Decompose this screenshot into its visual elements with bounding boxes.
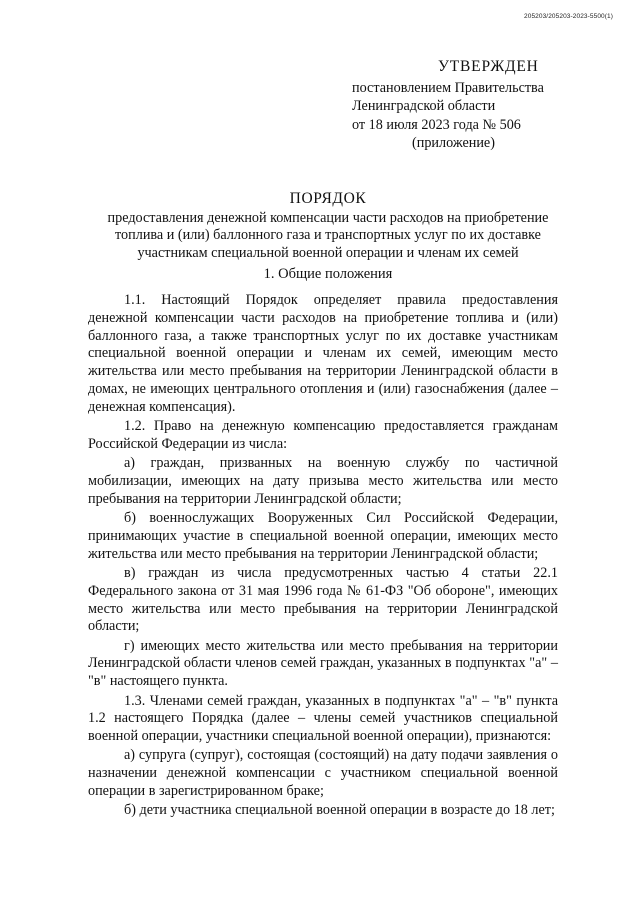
approval-line: от 18 июля 2023 года № 506 (352, 116, 521, 133)
approval-heading: УТВЕРЖДЕН (438, 58, 539, 75)
section-heading: 1. Общие положения (263, 266, 393, 282)
paragraph: б) военнослужащих Вооруженных Сил Российской Федерации, принимающих участие в специальной военной операции, имеющих место жительства или место пребывания на территории Ленинградской области; (88, 510, 558, 562)
document-title: ПОРЯДОК (289, 190, 367, 207)
document-subtitle-line: предоставления денежной компенсации части расходов на приобретение (107, 209, 549, 226)
document-body (88, 292, 558, 822)
paragraph: г) имеющих место жительства или место пребывания на территории Ленинградской области членов семей граждан, указанных в подпунктах "а" – "в" настоящего пункта. (88, 637, 558, 690)
approval-line: постановлением Правительства (352, 79, 544, 96)
paragraph: 1.2. Право на денежную компенсацию предоставляется гражданам Российской Федерации из числа: (88, 418, 558, 452)
paragraph: 1.3. Членами семей граждан, указанных в подпунктах "а" – "в" пункта 1.2 настоящего Порядка (далее – члены семей участников специальной военной операции, участники специальной военной операции), признаются: (88, 692, 558, 745)
paragraph: б) дети участника специальной военной операции в возрасте до 18 лет; (124, 802, 555, 819)
paragraph: а) супруга (супруг), состоящая (состоящий) на дату подачи заявления о назначении денежной компенсации с участником специальной военной операции в зарегистрированном браке; (88, 747, 558, 800)
approval-appendix: (приложение) (412, 135, 495, 151)
paragraph: а) граждан, призванных на военную службу по частичной мобилизации, имеющих на дату призыва место жительства или место пребывания на территории Ленинградской области; (88, 455, 558, 507)
document-code: 205203/205203-2023-5500(1) (524, 13, 613, 20)
document-subtitle-line: топлива и (или) баллонного газа и транспортных услуг по их доставке (115, 227, 541, 243)
paragraph: в) граждан из числа предусмотренных частью 4 статьи 22.1 Федерального закона от 31 мая 1996 года № 61-ФЗ "Об обороне", имеющих место жительства или место пребывания на территории Ленинградской области; (88, 564, 558, 635)
paragraph: 1.1. Настоящий Порядок определяет правила предоставления денежной компенсации части расходов на приобретение топлива и (или) баллонного газа, а также транспортных услуг по их доставке участникам специальной военной операции и членам их семей, имеющим место жительства или место пребывания на территории Ленинградской области в домах, не имеющих центрального отопления и (или) газоснабжения (далее – денежная компенсация). (88, 292, 558, 415)
document-title-block (88, 190, 568, 262)
approval-block (352, 58, 612, 153)
approval-line: Ленинградской области (352, 98, 496, 114)
document-subtitle-line: участникам специальной военной операции и членам их семей (137, 244, 519, 261)
